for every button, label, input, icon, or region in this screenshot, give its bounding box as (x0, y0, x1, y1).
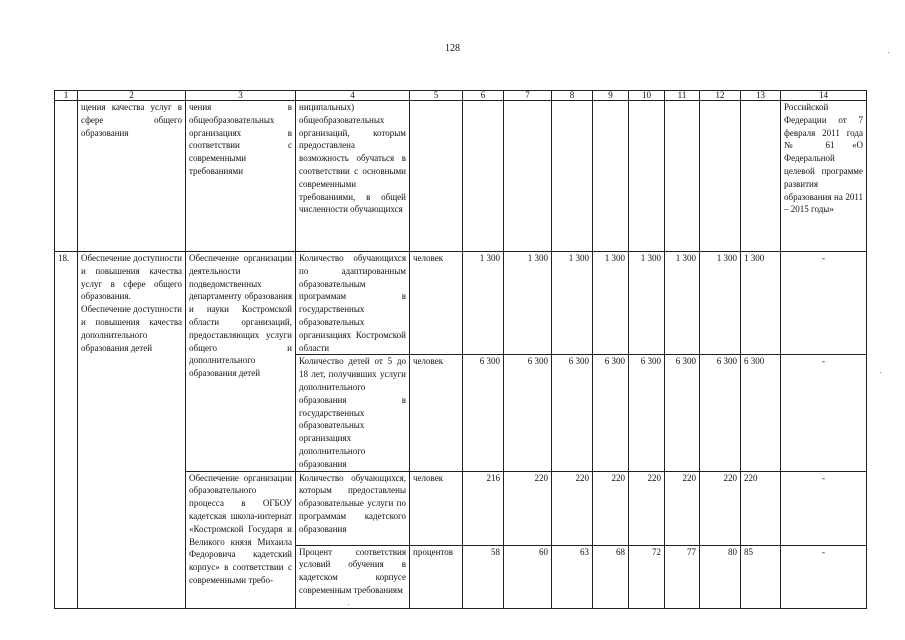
value-cell: 220 (665, 471, 700, 545)
value-cell: 6 300 (552, 355, 593, 471)
col-header-6: 6 (463, 91, 504, 101)
value-cell: 220 (700, 471, 741, 545)
indicator-cell: ниципальных) общеобразовательных организаций, которым предоставлена возможность обучаться в соответствии с основными современными требованиями, в общей численности обучающихся (296, 101, 410, 252)
col-header-4: 4 (296, 91, 410, 101)
empty-cell (629, 101, 665, 252)
value-cell: 1 300 (665, 252, 700, 355)
empty-cell (463, 101, 504, 252)
unit-cell: человек (410, 355, 463, 471)
page-number: 128 (445, 43, 460, 54)
column-numbers-row (55, 91, 867, 101)
indicator-name: Количество детей от 5 до 18 лет, получивших услуги дополнительного образования в государственных образовательных организациях дополнительного образования (296, 355, 410, 471)
note-cell: - (781, 355, 867, 471)
empty-cell (504, 101, 552, 252)
value-cell: 1 300 (504, 252, 552, 355)
value-cell: 85 (741, 545, 781, 608)
col-header-11: 11 (665, 91, 700, 101)
col-header-1: 1 (55, 91, 78, 101)
col-header-14: 14 (781, 91, 867, 101)
cell-num (55, 101, 78, 252)
value-cell: 68 (593, 545, 629, 608)
scan-speck (348, 604, 349, 605)
value-cell: 6 300 (463, 355, 504, 471)
goal-cell: Обеспечение доступности и повышения качества услуг в сфере общего образования. Обеспечение доступности и повышения качества дополнительного образования детей (78, 252, 186, 609)
value-cell: 220 (741, 471, 781, 545)
col-header-2: 2 (78, 91, 186, 101)
value-cell: 1 300 (463, 252, 504, 355)
value-cell: 63 (552, 545, 593, 608)
empty-cell (700, 101, 741, 252)
value-cell: 216 (463, 471, 504, 545)
value-cell: 220 (593, 471, 629, 545)
value-cell: 1 300 (593, 252, 629, 355)
empty-cell (552, 101, 593, 252)
indicator-name: Процент соответствия условий обучения в кадетском корпусе современным требованиям (296, 545, 410, 608)
empty-cell (410, 101, 463, 252)
value-cell: 60 (504, 545, 552, 608)
task-cell: Обеспечение организации деятельности подведомственных департаменту образования и науки Костромской области организаций, предоставляющих услуги общего и дополнительного образования детей (186, 252, 296, 472)
row-number: 18. (55, 252, 78, 609)
col-header-5: 5 (410, 91, 463, 101)
value-cell: 58 (463, 545, 504, 608)
col-header-10: 10 (629, 91, 665, 101)
value-cell: 1 300 (629, 252, 665, 355)
indicator-name: Количество обучающихся по адаптированным образовательным программам в государственных образовательных организациях Костромской области (296, 252, 410, 355)
continuation-row (55, 101, 867, 252)
value-cell: 1 300 (700, 252, 741, 355)
empty-cell (593, 101, 629, 252)
note-cell: - (781, 252, 867, 355)
task-cell: чения в общеобразовательных организациях в соответствии с современными требованиями (186, 101, 296, 252)
program-indicators-table (54, 90, 867, 609)
empty-cell (665, 101, 700, 252)
value-cell: 220 (504, 471, 552, 545)
unit-cell: человек (410, 252, 463, 355)
value-cell: 220 (552, 471, 593, 545)
legal-basis-cell: Российской Федерации от 7 февраля 2011 года № 61 «О Федеральной целевой программе развития образования на 2011 – 2015 годы» (781, 101, 867, 252)
unit-cell: человек (410, 471, 463, 545)
col-header-3: 3 (186, 91, 296, 101)
value-cell: 6 300 (593, 355, 629, 471)
value-cell: 6 300 (700, 355, 741, 471)
table-row (55, 252, 867, 355)
value-cell: 6 300 (504, 355, 552, 471)
value-cell: 6 300 (741, 355, 781, 471)
value-cell: 220 (629, 471, 665, 545)
value-cell: 1 300 (552, 252, 593, 355)
unit-cell: процентов (410, 545, 463, 608)
col-header-7: 7 (504, 91, 552, 101)
scan-speck (880, 372, 881, 373)
scan-speck (888, 52, 889, 53)
value-cell: 1 300 (741, 252, 781, 355)
col-header-12: 12 (700, 91, 741, 101)
col-header-8: 8 (552, 91, 593, 101)
task-cell: Обеспечение организации образовательного процесса в ОГБОУ кадетская школа-интернат «Костромской Государя и Великого князя Михаила Федоровича кадетский корпус» в соответствии с современными требо- (186, 471, 296, 608)
value-cell: 6 300 (665, 355, 700, 471)
note-cell: - (781, 471, 867, 545)
value-cell: 72 (629, 545, 665, 608)
goal-cell: щения качества услуг в сфере общего образования (78, 101, 186, 252)
note-cell: - (781, 545, 867, 608)
value-cell: 6 300 (629, 355, 665, 471)
value-cell: 80 (700, 545, 741, 608)
indicator-name: Количество обучающихся, которым предоставлены образовательные услуги по программам кадетского образования (296, 471, 410, 545)
col-header-13: 13 (741, 91, 781, 101)
value-cell: 77 (665, 545, 700, 608)
empty-cell (741, 101, 781, 252)
col-header-9: 9 (593, 91, 629, 101)
